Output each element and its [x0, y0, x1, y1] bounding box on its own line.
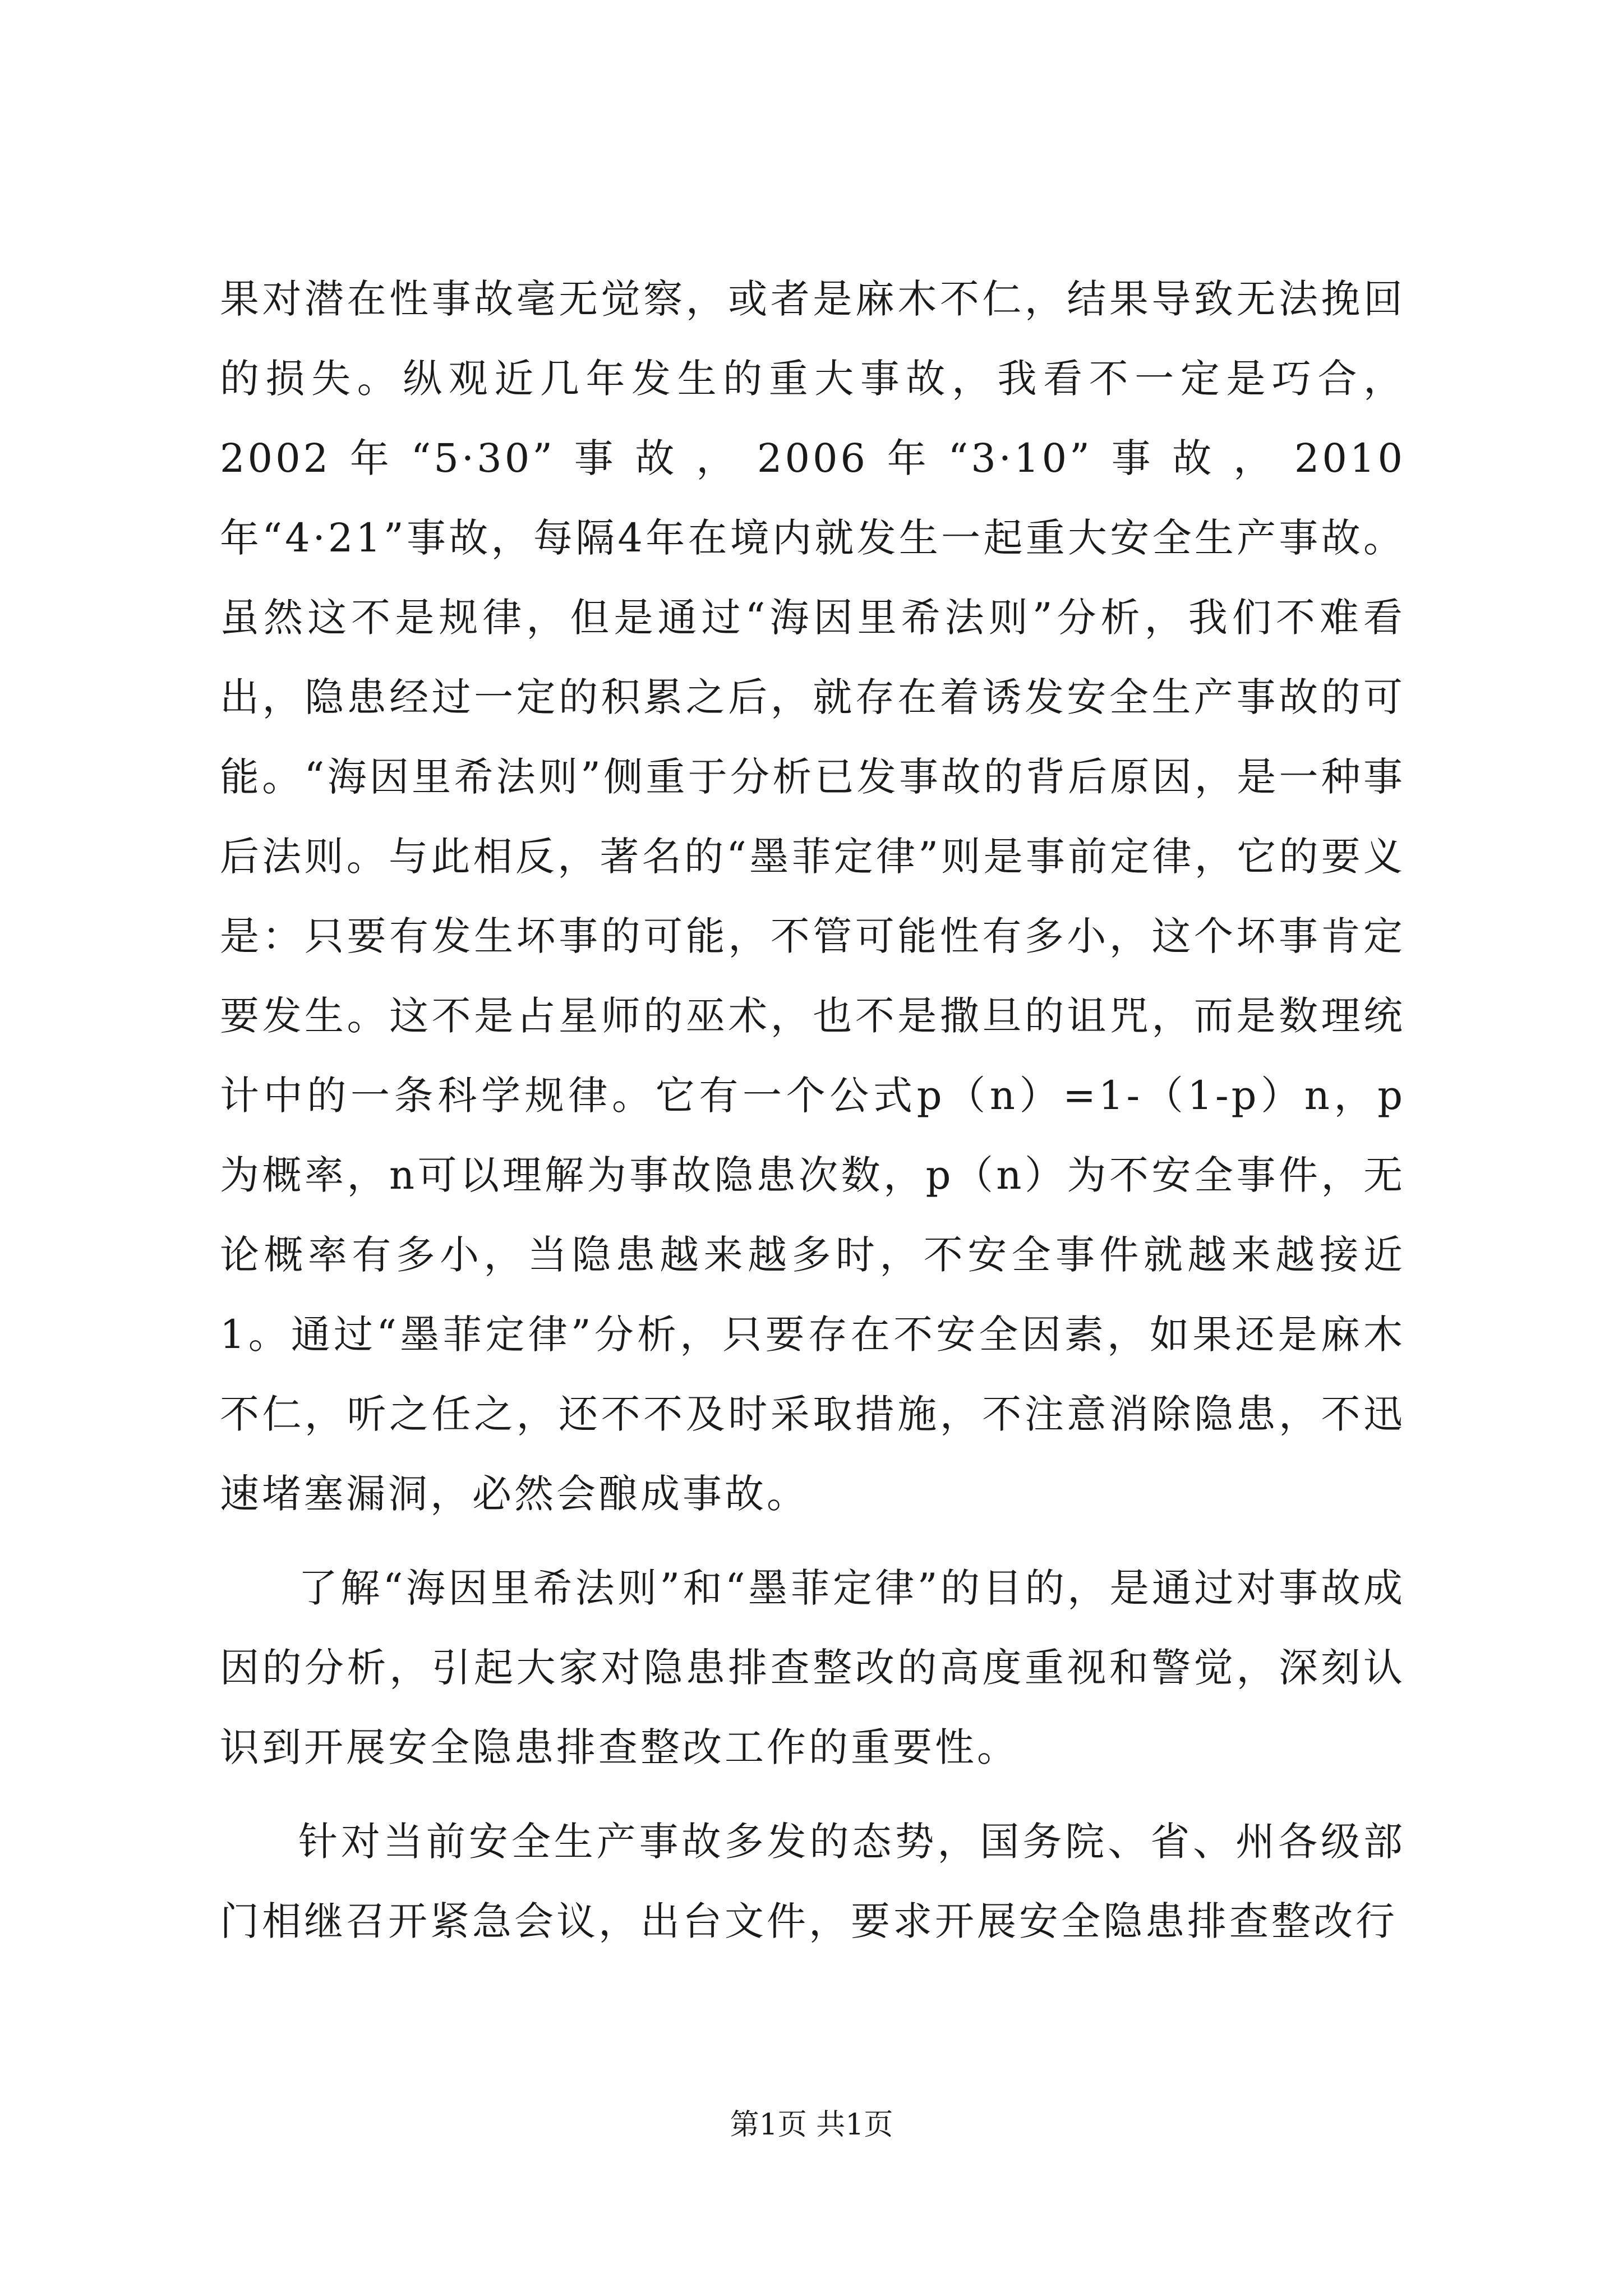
paragraph-2: 了解“海因里希法则”和“墨菲定律”的目的，是通过对事故成因的分析，引起大家对隐患排查整改的高度重视和警觉，深刻认识到开展安全隐患排查整改工作的重要性。 [220, 1565, 1405, 1770]
page-footer: 第1页 共1页 [730, 2108, 893, 2142]
document-body [220, 259, 1405, 1961]
paragraph-1: 果对潜在性事故毫无觉察，或者是麻木不仁，结果导致无法挽回的损失。纵观近几年发生的重大事故，我看不一定是巧合，2002年“5·30”事故，2006年“3·10”事故，2010年“4·21”事故，每隔4年在境内就发生一起重大安全生产事故。虽然这不是规律，但是通过“海因里希法则”分析，我们不难看出，隐患经过一定的积累之后，就存在着诱发安全生产事故的可能。“海因里希法则”侧重于分析已发事故的背后原因，是一种事后法则。与此相反，著名的“墨菲定律”则是事前定律，它的要义是：只要有发生坏事的可能，不管可能性有多小，这个坏事肯定要发生。这不是占星师的巫术，也不是撒旦的诅咒，而是数理统计中的一条科学规律。它有一个公式p（n）=1-（1-p）n，p为概率，n可以理解为事故隐患次数，p（n）为不安全事件，无论概率有多小，当隐患越来越多时，不安全事件就越来越接近1。通过“墨菲定律”分析，只要存在不安全因素，如果还是麻木不仁，听之任之，还不不及时采取措施，不注意消除隐患，不迅速堵塞漏洞，必然会酿成事故。 [220, 276, 1405, 1517]
paragraph-3: 针对当前安全生产事故多发的态势，国务院、省、州各级部门相继召开紧急会议，出台文件，要求开展安全隐患排查整改行 [220, 1819, 1405, 1944]
